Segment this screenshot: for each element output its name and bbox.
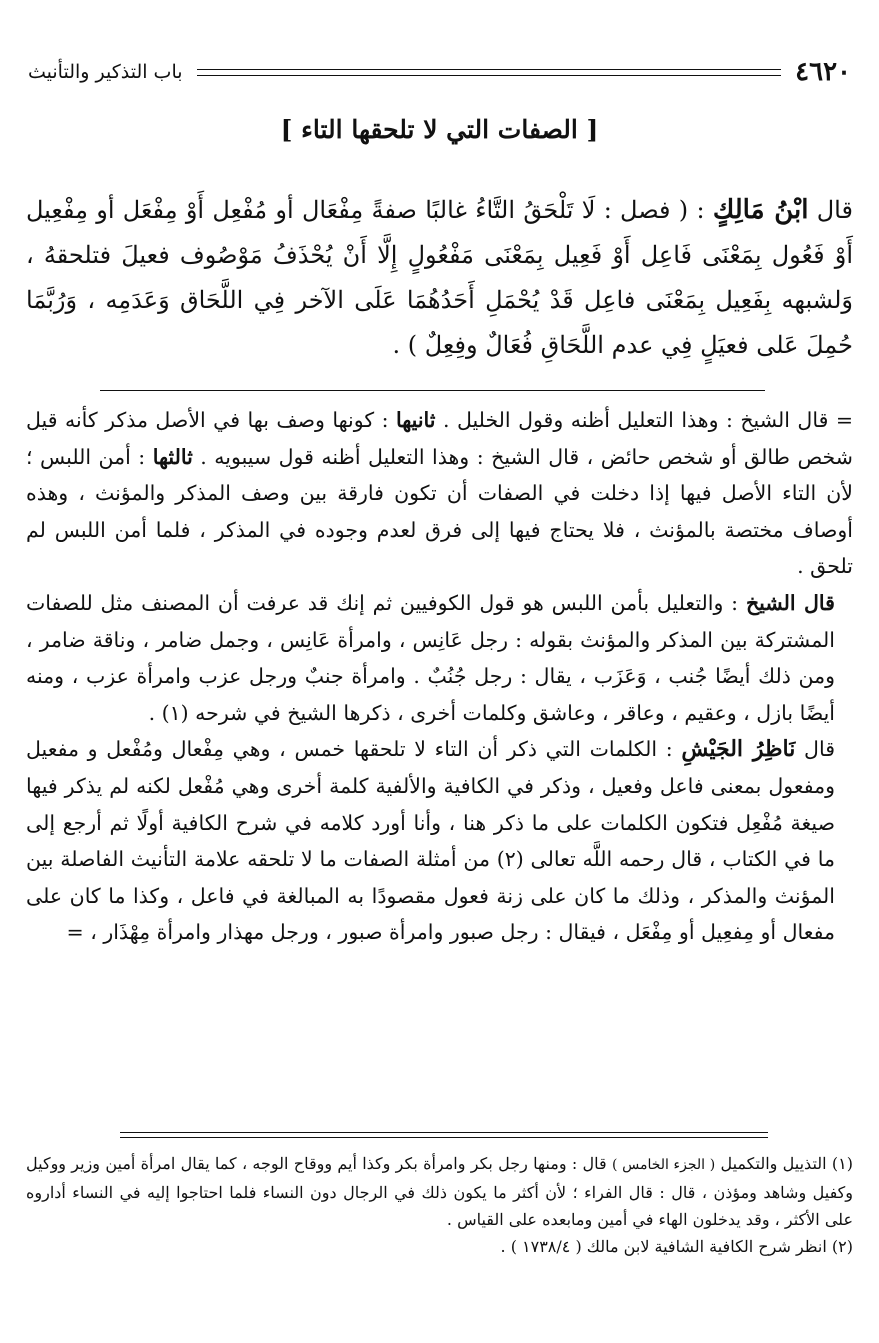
- section-title: [ الصفات التي لا تلحقها التاء ]: [280, 115, 599, 144]
- page-header: [28, 52, 851, 92]
- text-divider: [100, 390, 765, 391]
- footnote-1-marker: (١): [831, 1154, 853, 1173]
- chapter-title: باب التذكير والتأنيث: [28, 61, 183, 83]
- commentary-p3-lead: قال: [804, 737, 835, 762]
- commentary-p2-text: : والتعليل بأمن اللبس هو قول الكوفيين ثم إنك قد عرفت أن المصنف مثل للصفات المشتركة بين المذكر والمؤنث بقوله : رجل عَانِس ، وامرأة عَانِس ، وجمل ضامر ، وناقة ضامر ، ومن ذلك أيضًا جُنب ، وَعَزَب ، يقال : رجل جُنُبٌ . وامرأة جنبٌ ورجل عزب وامرأة عزب ، ومنه أيضًا بازل ، وعقيم ، وعاقر ، وعاشق وكلمات أخرى ، ذكرها الشيخ في شرحه (١) .: [26, 590, 835, 725]
- footnote-1: [26, 1150, 853, 1233]
- footnote-2: [26, 1233, 853, 1260]
- footnote-1-source: التذييل والتكميل: [720, 1154, 827, 1173]
- footnote-1-volume: ( الجزء الخامس ): [611, 1157, 716, 1173]
- commentary-label-second: ثانيها: [395, 408, 436, 432]
- commentary-p1-end: : أمن اللبس ؛ لأن التاء الأصل فيها إذا دخلت في الصفات أن تكون فارقة بين وصف المذكر والمؤنث ، وهذه أوصاف مختصة بالمؤنث ، فلا يحتاج فيها إلى فرق لعدم وجوده في المذكر ، فلما أمن اللبس لم تلحق .: [26, 444, 853, 579]
- footnote-divider: [120, 1132, 768, 1138]
- commentary-p3-author: نَاظِرُ الجَيْشِ: [681, 736, 796, 763]
- footnotes: [26, 1150, 853, 1260]
- commentary-paragraph-2: [26, 585, 853, 731]
- commentary: [26, 402, 853, 951]
- footnote-2-text: انظر شرح الكافية الشافية لابن مالك ( ١٧٣٨/٤ ) .: [500, 1237, 827, 1256]
- commentary-p1-start: = قال الشيخ : وهذا التعليل أظنه وقول الخليل .: [442, 408, 853, 432]
- author-name: ابْنُ مَالِكٍ: [712, 195, 809, 225]
- commentary-label-third: ثالثها: [152, 444, 193, 469]
- commentary-p3-text: : الكلمات التي ذكر أن التاء لا تلحقها خمس ، وهي مِفْعال ومُفْعل و مفعيل ومفعول بمعنى فاعل وفعيل ، وذكر في الكافية والألفية كلمة أخرى وهي مُفْعل لكنه لم يذكر فيها صيغة مُفْعِل فتكون الكلمات على ما ذكر هنا ، وأنا أورد كلامه في شرح الكافية أولًا ثم أرجع إلى ما في الكتاب ، قال رحمه اللَّه تعالى (٢) من أمثلة الصفات ما لا تلحقه علامة التأنيث الفاصلة بين المؤنث والمذكر ، وذلك ما كان على زنة فعول مقصودًا به المبالغة في فاعل ، وكذا ما كان على مفعال أو مِفعِيل أو مِفْعَل ، فيقال : رجل صبور وامرأة صبور ، ورجل مهذار وامرأة مِهْذَار ، =: [26, 737, 835, 945]
- commentary-paragraph-1: [26, 402, 853, 585]
- footnote-2-marker: (٢): [831, 1237, 853, 1256]
- commentary-p2-label: قال الشيخ: [745, 590, 835, 615]
- main-body: : ( فصل : لَا تَلْحَقُ التَّاءُ غالبًا صفةً مِفْعَال أو مُفْعِل أَوْ مِفْعَل أو مِفْعِيل أَوْ فَعُول بِمَعْنَى فَاعِل أَوْ فَعِيل بِمَعْنَى مَفْعُولٍ إِلَّا أَنْ يُحْذَفُ مَوْصُوف فعيلَ فتلحقهُ ، وَلشبهه بِفَعِيل بِمَعْنَى فاعِل قَدْ يُحْمَلِ أَحَدُهُمَا عَلَى الآخر فِي اللَّحَاق وَعَدَمِه ، وَرُبَّمَا حُمِلَ عَلى فعيَلٍ فِي عدم اللَّحَاقِ فُعَالٌ وفِعِلٌ ) .: [26, 196, 853, 359]
- commentary-p1-mid: : كونها وصف بها في الأصل مذكر كأنه قيل شخص طالق أو شخص حائض ، قال الشيخ : وهذا التعليل أظنه قول سيبويه .: [26, 408, 853, 469]
- footnote-1-text: قال : ومنها رجل بكر وامرأة بكر وكذا أيم ووقاح الوجه ، كما يقال امرأة أمين وزير ووكيل وكفيل وشاهد ومؤذن ، قال : قال الفراء ؛ لأن أكثر ما يكون ذلك في الرجال دون النساء فلما احتاجوا إليه في النساء أداروه على الأكثر ، وقد يدخلون الهاء في أمين ومابعده على القياس .: [26, 1154, 854, 1229]
- commentary-paragraph-3: [26, 731, 853, 951]
- header-rule: [197, 69, 782, 76]
- page-number: ٤٦٢٠: [795, 57, 851, 87]
- main-text: [26, 188, 853, 368]
- main-lead: قال: [816, 196, 853, 224]
